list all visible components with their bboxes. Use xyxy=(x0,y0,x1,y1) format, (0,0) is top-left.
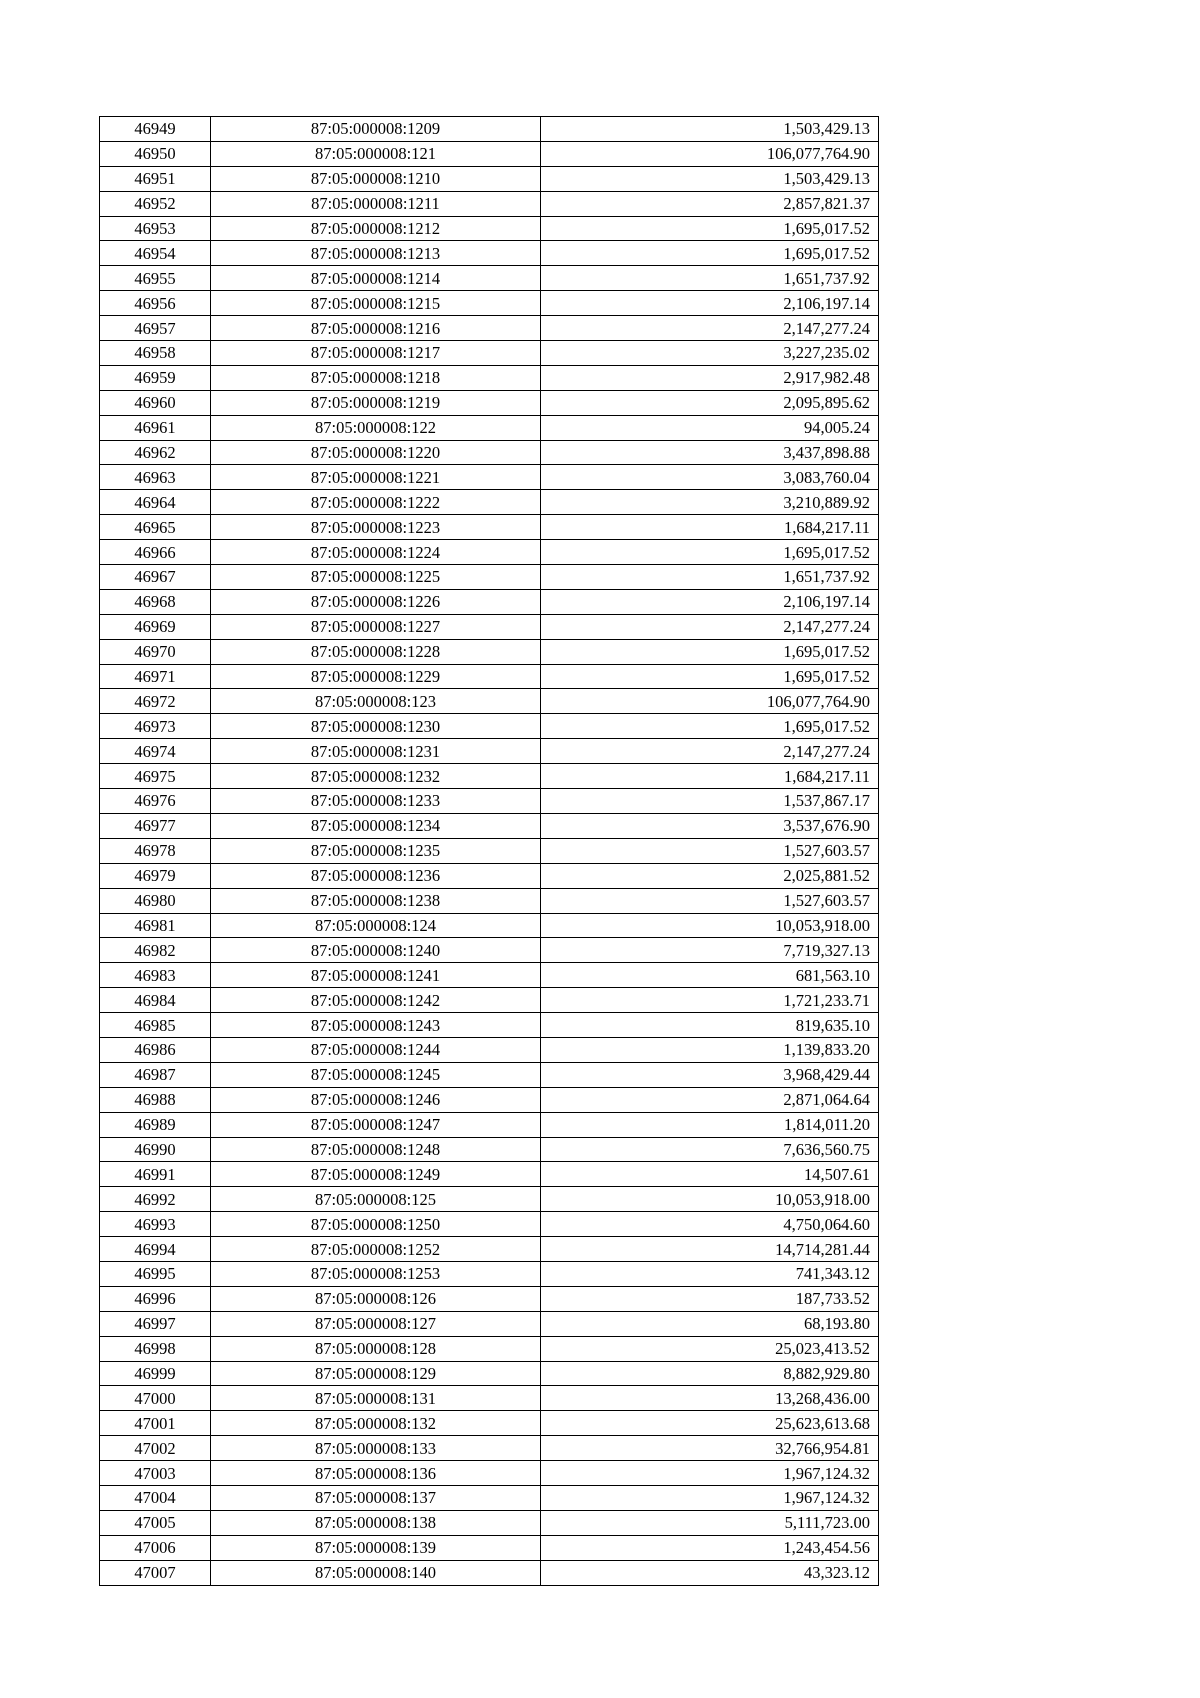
cadastral-number-cell: 87:05:000008:124 xyxy=(211,913,541,938)
row-number-cell: 46963 xyxy=(100,465,211,490)
row-number-cell: 46988 xyxy=(100,1087,211,1112)
table-row xyxy=(100,888,879,913)
table-row xyxy=(100,938,879,963)
cadastral-value-cell: 2,106,197.14 xyxy=(541,589,879,614)
row-number-cell: 46993 xyxy=(100,1212,211,1237)
cadastral-value-cell: 1,139,833.20 xyxy=(541,1037,879,1062)
cadastral-value-cell: 1,695,017.52 xyxy=(541,540,879,565)
cadastral-number-cell: 87:05:000008:1224 xyxy=(211,540,541,565)
row-number-cell: 46990 xyxy=(100,1137,211,1162)
cadastral-number-cell: 87:05:000008:1218 xyxy=(211,365,541,390)
row-number-cell: 47004 xyxy=(100,1485,211,1510)
cadastral-number-cell: 87:05:000008:1249 xyxy=(211,1162,541,1187)
row-number-cell: 46951 xyxy=(100,166,211,191)
cadastral-value-cell: 2,147,277.24 xyxy=(541,316,879,341)
cadastral-number-cell: 87:05:000008:1217 xyxy=(211,341,541,366)
cadastral-number-cell: 87:05:000008:1210 xyxy=(211,166,541,191)
table-row xyxy=(100,166,879,191)
cadastral-number-cell: 87:05:000008:1211 xyxy=(211,191,541,216)
table-row xyxy=(100,1212,879,1237)
cadastral-value-cell: 14,714,281.44 xyxy=(541,1237,879,1262)
cadastral-number-cell: 87:05:000008:1216 xyxy=(211,316,541,341)
cadastral-number-cell: 87:05:000008:1252 xyxy=(211,1237,541,1262)
cadastral-number-cell: 87:05:000008:127 xyxy=(211,1311,541,1336)
row-number-cell: 46952 xyxy=(100,191,211,216)
cadastral-number-cell: 87:05:000008:1209 xyxy=(211,117,541,142)
cadastral-value-cell: 43,323.12 xyxy=(541,1560,879,1585)
table-row xyxy=(100,465,879,490)
table-row xyxy=(100,141,879,166)
table-row xyxy=(100,838,879,863)
cadastral-number-cell: 87:05:000008:1223 xyxy=(211,515,541,540)
row-number-cell: 46965 xyxy=(100,515,211,540)
table-row xyxy=(100,565,879,590)
cadastral-value-cell: 1,967,124.32 xyxy=(541,1461,879,1486)
cadastral-number-cell: 87:05:000008:1232 xyxy=(211,764,541,789)
row-number-cell: 46961 xyxy=(100,415,211,440)
cadastral-value-cell: 106,077,764.90 xyxy=(541,141,879,166)
table-row xyxy=(100,1112,879,1137)
cadastral-value-cell: 1,695,017.52 xyxy=(541,714,879,739)
table-row xyxy=(100,540,879,565)
table-row xyxy=(100,863,879,888)
row-number-cell: 46985 xyxy=(100,1013,211,1038)
cadastral-value-cell: 7,719,327.13 xyxy=(541,938,879,963)
row-number-cell: 46973 xyxy=(100,714,211,739)
row-number-cell: 46955 xyxy=(100,266,211,291)
cadastral-number-cell: 87:05:000008:139 xyxy=(211,1535,541,1560)
row-number-cell: 46980 xyxy=(100,888,211,913)
cadastral-value-cell: 2,917,982.48 xyxy=(541,365,879,390)
table-row xyxy=(100,316,879,341)
table-row xyxy=(100,689,879,714)
table-row xyxy=(100,639,879,664)
table-body xyxy=(100,117,879,1586)
table-row xyxy=(100,614,879,639)
row-number-cell: 46950 xyxy=(100,141,211,166)
cadastral-number-cell: 87:05:000008:1227 xyxy=(211,614,541,639)
row-number-cell: 46958 xyxy=(100,341,211,366)
cadastral-number-cell: 87:05:000008:122 xyxy=(211,415,541,440)
cadastral-number-cell: 87:05:000008:1213 xyxy=(211,241,541,266)
row-number-cell: 46960 xyxy=(100,390,211,415)
cadastral-value-cell: 2,147,277.24 xyxy=(541,614,879,639)
cadastral-number-cell: 87:05:000008:1241 xyxy=(211,963,541,988)
table-row xyxy=(100,739,879,764)
cadastral-value-cell: 1,503,429.13 xyxy=(541,166,879,191)
cadastral-value-cell: 94,005.24 xyxy=(541,415,879,440)
table-row xyxy=(100,1162,879,1187)
cadastral-value-cell: 10,053,918.00 xyxy=(541,913,879,938)
cadastral-number-cell: 87:05:000008:1234 xyxy=(211,813,541,838)
cadastral-value-cell: 10,053,918.00 xyxy=(541,1187,879,1212)
table-row xyxy=(100,515,879,540)
cadastral-number-cell: 87:05:000008:1212 xyxy=(211,216,541,241)
table-row xyxy=(100,1485,879,1510)
table-row xyxy=(100,1336,879,1361)
cadastral-value-cell: 1,814,011.20 xyxy=(541,1112,879,1137)
row-number-cell: 46996 xyxy=(100,1286,211,1311)
cadastral-value-cell: 1,243,454.56 xyxy=(541,1535,879,1560)
cadastral-number-cell: 87:05:000008:1228 xyxy=(211,639,541,664)
cadastral-number-cell: 87:05:000008:137 xyxy=(211,1485,541,1510)
cadastral-value-cell: 187,733.52 xyxy=(541,1286,879,1311)
cadastral-value-cell: 3,437,898.88 xyxy=(541,440,879,465)
cadastral-number-cell: 87:05:000008:1233 xyxy=(211,789,541,814)
table-row xyxy=(100,913,879,938)
cadastral-number-cell: 87:05:000008:1248 xyxy=(211,1137,541,1162)
row-number-cell: 47002 xyxy=(100,1436,211,1461)
cadastral-number-cell: 87:05:000008:129 xyxy=(211,1361,541,1386)
table-row xyxy=(100,415,879,440)
table-row xyxy=(100,1510,879,1535)
cadastral-value-cell: 1,695,017.52 xyxy=(541,664,879,689)
table-row xyxy=(100,1411,879,1436)
row-number-cell: 46962 xyxy=(100,440,211,465)
cadastral-value-cell: 1,684,217.11 xyxy=(541,764,879,789)
table-row xyxy=(100,1062,879,1087)
cadastral-value-cell: 741,343.12 xyxy=(541,1261,879,1286)
table-row xyxy=(100,963,879,988)
cadastral-number-cell: 87:05:000008:123 xyxy=(211,689,541,714)
cadastral-value-cell: 3,227,235.02 xyxy=(541,341,879,366)
cadastral-value-cell: 5,111,723.00 xyxy=(541,1510,879,1535)
cadastral-value-cell: 68,193.80 xyxy=(541,1311,879,1336)
table-row xyxy=(100,1386,879,1411)
cadastral-value-cell: 1,651,737.92 xyxy=(541,266,879,291)
cadastral-number-cell: 87:05:000008:1219 xyxy=(211,390,541,415)
cadastral-value-cell: 2,857,821.37 xyxy=(541,191,879,216)
cadastral-value-cell: 1,721,233.71 xyxy=(541,988,879,1013)
table-row xyxy=(100,291,879,316)
row-number-cell: 47001 xyxy=(100,1411,211,1436)
cadastral-value-cell: 2,106,197.14 xyxy=(541,291,879,316)
row-number-cell: 47006 xyxy=(100,1535,211,1560)
table-row xyxy=(100,390,879,415)
table-row xyxy=(100,191,879,216)
row-number-cell: 46970 xyxy=(100,639,211,664)
table-row xyxy=(100,216,879,241)
cadastral-value-cell: 1,695,017.52 xyxy=(541,241,879,266)
cadastral-value-cell: 4,750,064.60 xyxy=(541,1212,879,1237)
cadastral-number-cell: 87:05:000008:1243 xyxy=(211,1013,541,1038)
cadastral-number-cell: 87:05:000008:1250 xyxy=(211,1212,541,1237)
cadastral-number-cell: 87:05:000008:1244 xyxy=(211,1037,541,1062)
cadastral-value-cell: 3,537,676.90 xyxy=(541,813,879,838)
row-number-cell: 46992 xyxy=(100,1187,211,1212)
cadastral-value-cell: 1,527,603.57 xyxy=(541,838,879,863)
row-number-cell: 46995 xyxy=(100,1261,211,1286)
cadastral-value-cell: 1,695,017.52 xyxy=(541,639,879,664)
cadastral-value-cell: 2,871,064.64 xyxy=(541,1087,879,1112)
table-row xyxy=(100,490,879,515)
cadastral-number-cell: 87:05:000008:131 xyxy=(211,1386,541,1411)
table-row xyxy=(100,1535,879,1560)
cadastral-number-cell: 87:05:000008:1236 xyxy=(211,863,541,888)
row-number-cell: 46999 xyxy=(100,1361,211,1386)
cadastral-number-cell: 87:05:000008:1214 xyxy=(211,266,541,291)
cadastral-number-cell: 87:05:000008:1225 xyxy=(211,565,541,590)
cadastral-number-cell: 87:05:000008:1215 xyxy=(211,291,541,316)
table-row xyxy=(100,714,879,739)
cadastral-number-cell: 87:05:000008:136 xyxy=(211,1461,541,1486)
table-row xyxy=(100,1436,879,1461)
table-row xyxy=(100,1261,879,1286)
table-row xyxy=(100,664,879,689)
table-row xyxy=(100,440,879,465)
row-number-cell: 46954 xyxy=(100,241,211,266)
row-number-cell: 46987 xyxy=(100,1062,211,1087)
cadastral-value-cell: 25,623,613.68 xyxy=(541,1411,879,1436)
row-number-cell: 46968 xyxy=(100,589,211,614)
row-number-cell: 46994 xyxy=(100,1237,211,1262)
cadastral-value-cell: 3,968,429.44 xyxy=(541,1062,879,1087)
table-row xyxy=(100,1187,879,1212)
cadastral-number-cell: 87:05:000008:132 xyxy=(211,1411,541,1436)
cadastral-number-cell: 87:05:000008:1221 xyxy=(211,465,541,490)
cadastral-number-cell: 87:05:000008:128 xyxy=(211,1336,541,1361)
row-number-cell: 46974 xyxy=(100,739,211,764)
cadastral-value-cell: 681,563.10 xyxy=(541,963,879,988)
cadastral-value-table xyxy=(99,116,879,1586)
row-number-cell: 46976 xyxy=(100,789,211,814)
cadastral-value-cell: 14,507.61 xyxy=(541,1162,879,1187)
table-row xyxy=(100,1087,879,1112)
row-number-cell: 46989 xyxy=(100,1112,211,1137)
cadastral-value-cell: 1,684,217.11 xyxy=(541,515,879,540)
row-number-cell: 46984 xyxy=(100,988,211,1013)
cadastral-number-cell: 87:05:000008:1240 xyxy=(211,938,541,963)
cadastral-number-cell: 87:05:000008:1246 xyxy=(211,1087,541,1112)
cadastral-number-cell: 87:05:000008:1238 xyxy=(211,888,541,913)
row-number-cell: 46978 xyxy=(100,838,211,863)
cadastral-value-cell: 8,882,929.80 xyxy=(541,1361,879,1386)
table-row xyxy=(100,1311,879,1336)
cadastral-value-cell: 3,210,889.92 xyxy=(541,490,879,515)
cadastral-number-cell: 87:05:000008:133 xyxy=(211,1436,541,1461)
row-number-cell: 47003 xyxy=(100,1461,211,1486)
row-number-cell: 46983 xyxy=(100,963,211,988)
cadastral-number-cell: 87:05:000008:1220 xyxy=(211,440,541,465)
cadastral-number-cell: 87:05:000008:126 xyxy=(211,1286,541,1311)
row-number-cell: 46979 xyxy=(100,863,211,888)
row-number-cell: 46991 xyxy=(100,1162,211,1187)
row-number-cell: 46956 xyxy=(100,291,211,316)
cadastral-number-cell: 87:05:000008:1222 xyxy=(211,490,541,515)
cadastral-number-cell: 87:05:000008:125 xyxy=(211,1187,541,1212)
table-row xyxy=(100,341,879,366)
row-number-cell: 46964 xyxy=(100,490,211,515)
cadastral-value-cell: 1,503,429.13 xyxy=(541,117,879,142)
table-row xyxy=(100,365,879,390)
cadastral-value-cell: 3,083,760.04 xyxy=(541,465,879,490)
table-row xyxy=(100,117,879,142)
cadastral-value-cell: 1,537,867.17 xyxy=(541,789,879,814)
cadastral-value-cell: 32,766,954.81 xyxy=(541,1436,879,1461)
row-number-cell: 46975 xyxy=(100,764,211,789)
row-number-cell: 46959 xyxy=(100,365,211,390)
cadastral-value-cell: 2,025,881.52 xyxy=(541,863,879,888)
cadastral-value-cell: 25,023,413.52 xyxy=(541,1336,879,1361)
cadastral-value-cell: 7,636,560.75 xyxy=(541,1137,879,1162)
cadastral-value-cell: 1,967,124.32 xyxy=(541,1485,879,1510)
table-row xyxy=(100,1361,879,1386)
row-number-cell: 46971 xyxy=(100,664,211,689)
row-number-cell: 46969 xyxy=(100,614,211,639)
table-row xyxy=(100,1286,879,1311)
row-number-cell: 46966 xyxy=(100,540,211,565)
row-number-cell: 46953 xyxy=(100,216,211,241)
cadastral-number-cell: 87:05:000008:1247 xyxy=(211,1112,541,1137)
table-row xyxy=(100,241,879,266)
cadastral-value-cell: 2,095,895.62 xyxy=(541,390,879,415)
table-row xyxy=(100,764,879,789)
table-row xyxy=(100,789,879,814)
row-number-cell: 46972 xyxy=(100,689,211,714)
table-row xyxy=(100,1037,879,1062)
cadastral-number-cell: 87:05:000008:1230 xyxy=(211,714,541,739)
table-row xyxy=(100,1137,879,1162)
cadastral-number-cell: 87:05:000008:1226 xyxy=(211,589,541,614)
cadastral-number-cell: 87:05:000008:1231 xyxy=(211,739,541,764)
cadastral-value-cell: 1,695,017.52 xyxy=(541,216,879,241)
table-row xyxy=(100,1237,879,1262)
row-number-cell: 46997 xyxy=(100,1311,211,1336)
cadastral-number-cell: 87:05:000008:1242 xyxy=(211,988,541,1013)
cadastral-number-cell: 87:05:000008:121 xyxy=(211,141,541,166)
row-number-cell: 47007 xyxy=(100,1560,211,1585)
table-row xyxy=(100,589,879,614)
cadastral-number-cell: 87:05:000008:1253 xyxy=(211,1261,541,1286)
table-row xyxy=(100,988,879,1013)
row-number-cell: 47005 xyxy=(100,1510,211,1535)
cadastral-value-cell: 1,527,603.57 xyxy=(541,888,879,913)
cadastral-value-cell: 819,635.10 xyxy=(541,1013,879,1038)
table-row xyxy=(100,813,879,838)
row-number-cell: 46977 xyxy=(100,813,211,838)
table-row xyxy=(100,266,879,291)
cadastral-number-cell: 87:05:000008:138 xyxy=(211,1510,541,1535)
table-row xyxy=(100,1560,879,1585)
table-row xyxy=(100,1013,879,1038)
cadastral-number-cell: 87:05:000008:1245 xyxy=(211,1062,541,1087)
table-row xyxy=(100,1461,879,1486)
row-number-cell: 46986 xyxy=(100,1037,211,1062)
row-number-cell: 46957 xyxy=(100,316,211,341)
row-number-cell: 46998 xyxy=(100,1336,211,1361)
row-number-cell: 46981 xyxy=(100,913,211,938)
cadastral-number-cell: 87:05:000008:140 xyxy=(211,1560,541,1585)
cadastral-value-cell: 106,077,764.90 xyxy=(541,689,879,714)
row-number-cell: 46949 xyxy=(100,117,211,142)
row-number-cell: 46967 xyxy=(100,565,211,590)
cadastral-value-cell: 1,651,737.92 xyxy=(541,565,879,590)
row-number-cell: 46982 xyxy=(100,938,211,963)
cadastral-value-cell: 13,268,436.00 xyxy=(541,1386,879,1411)
cadastral-number-cell: 87:05:000008:1229 xyxy=(211,664,541,689)
cadastral-value-cell: 2,147,277.24 xyxy=(541,739,879,764)
cadastral-number-cell: 87:05:000008:1235 xyxy=(211,838,541,863)
row-number-cell: 47000 xyxy=(100,1386,211,1411)
